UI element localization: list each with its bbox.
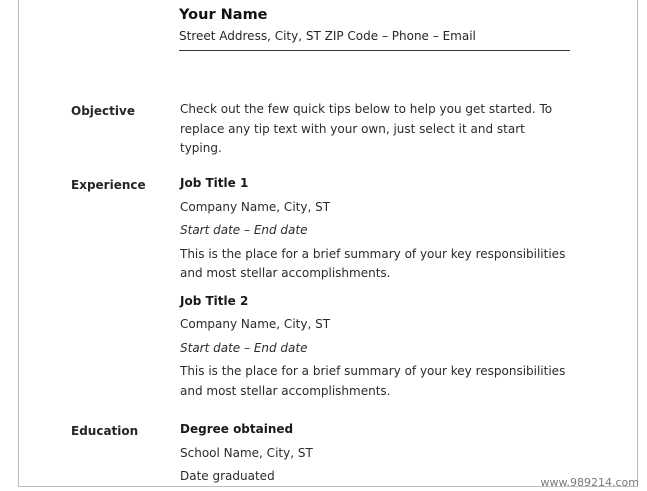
objective-section xyxy=(180,100,580,159)
degree: Degree obtained xyxy=(180,422,294,436)
education-section xyxy=(180,420,580,487)
job-entry xyxy=(180,174,580,284)
job-title: Job Title 1 xyxy=(180,176,249,190)
job-summary-line: This is the place for a brief summary of your key responsibilities xyxy=(180,246,566,261)
experience-label: Experience xyxy=(71,178,146,192)
job-summary-line: and most stellar accomplishments. xyxy=(180,383,391,398)
job-company: Company Name, City, ST xyxy=(180,199,331,214)
job-dates: Start date – End date xyxy=(180,223,308,237)
header-divider xyxy=(179,50,570,51)
job-summary-line: This is the place for a brief summary of your key responsibilities xyxy=(180,364,566,378)
job-dates: Start date – End date xyxy=(180,340,308,355)
watermark: www.989214.com xyxy=(540,476,639,489)
school-name: School Name, City, ST xyxy=(180,445,313,460)
graduation-date: Date graduated xyxy=(180,469,275,483)
resume-name: Your Name xyxy=(179,7,268,23)
education-label: Education xyxy=(71,424,139,438)
job-title: Job Title 2 xyxy=(180,293,249,308)
contact-line: Street Address, City, ST ZIP Code – Phone – Email xyxy=(179,29,476,43)
objective-label: Objective xyxy=(71,104,135,118)
resume-header xyxy=(179,6,570,51)
objective-line: replace any tip text with your own, just select it and start xyxy=(180,121,525,136)
objective-line: Check out the few quick tips below to help you get started. To xyxy=(180,102,553,116)
job-summary-line: and most stellar accomplishments. xyxy=(180,266,391,280)
job-entry xyxy=(180,292,580,402)
objective-line: typing. xyxy=(180,141,222,155)
job-company: Company Name, City, ST xyxy=(180,317,331,331)
experience-section xyxy=(180,174,580,401)
